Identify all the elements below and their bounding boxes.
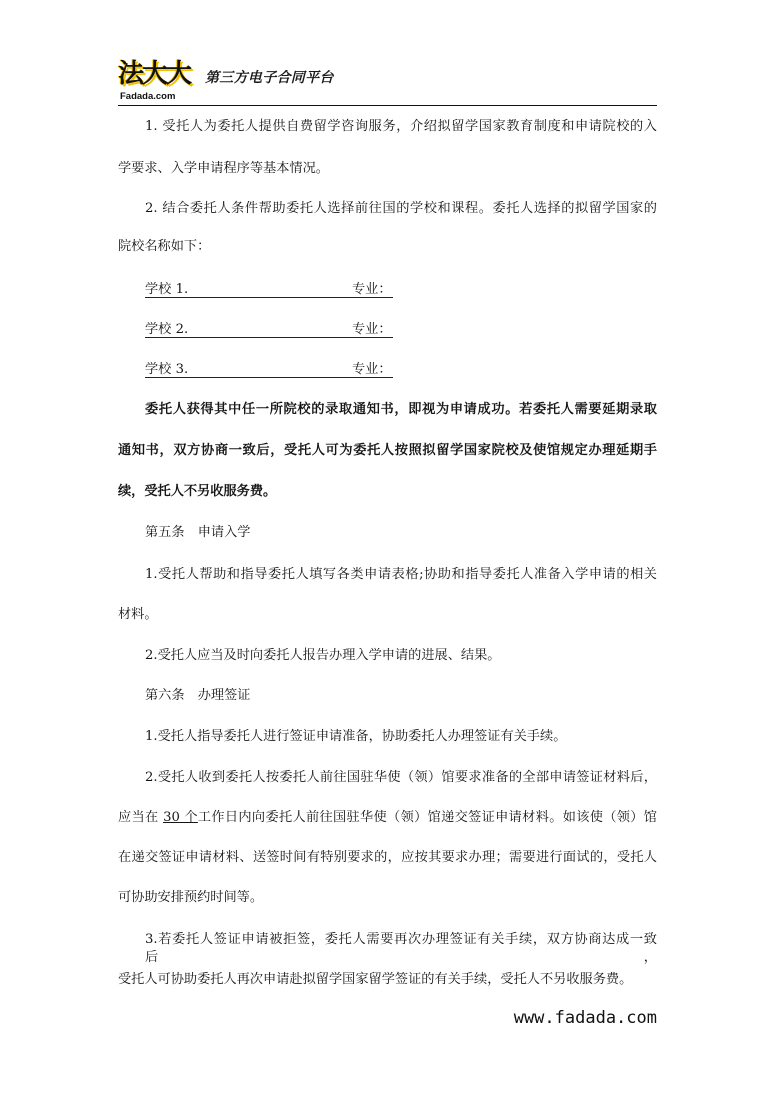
header-tagline: 第三方电子合同平台 (205, 70, 334, 86)
school-label: 学校 2. (145, 322, 189, 337)
paragraph-line: 受托人可协助委托人再次申请赴拟留学国家留学签证的有关手续，受托人不另收服务费。 (118, 972, 633, 987)
paragraph-line: 1. 受托人为委托人提供自费留学咨询服务，介绍拟留学国家教育制度和申请院校的入 (145, 119, 657, 134)
logo-subtext: Fadada.com (120, 91, 176, 102)
footer-website: www.fadada.com (513, 1008, 657, 1028)
article-heading: 第六条 办理签证 (145, 688, 251, 703)
major-label: 专业： (352, 282, 392, 297)
line-text: 工作日内向委托人前往国驻华使（领）馆递交签证申请材料。如该使（领）馆 (197, 810, 657, 825)
paragraph-line (118, 809, 657, 827)
paragraph-line: 可协助安排预约时间等。 (118, 890, 264, 905)
school-row-2 (145, 322, 393, 338)
paragraph-line: 材料。 (118, 607, 158, 622)
article-heading: 第五条 申请入学 (145, 525, 251, 540)
header-divider (118, 105, 657, 106)
paragraph-line: 2.受托人收到委托人按委托人前往国驻华使（领）馆要求准备的全部申请签证材料后， (145, 770, 657, 785)
paragraph-line: 1.受托人帮助和指导委托人填写各类申请表格;协助和指导委托人准备入学申请的相关 (145, 567, 657, 582)
school-row-3 (145, 362, 393, 378)
school-label: 学校 3. (145, 362, 189, 377)
logo-wordmark: 法大大 (118, 59, 191, 89)
fadada-logo (118, 58, 196, 104)
line-text: 应当在 (118, 810, 164, 825)
underlined-days: 30 个 (163, 810, 198, 825)
bold-paragraph-line: 委托人获得其中任一所院校的录取通知书，即视为申请成功。若委托人需要延期录取 (145, 402, 657, 417)
major-label: 专业： (352, 362, 392, 377)
paragraph-line: 2. 结合委托人条件帮助委托人选择前往国的学校和课程。委托人选择的拟留学国家的 (145, 201, 657, 216)
bold-paragraph-line: 通知书，双方协商一致后，受托人可为委托人按照拟留学国家院校及使馆规定办理延期手 (118, 443, 657, 458)
paragraph-line: 学要求、入学申请程序等基本情况。 (118, 161, 329, 176)
paragraph-line: 在递交签证申请材料、送签时间有特别要求的，应按其要求办理；需要进行面试的，受托人 (118, 850, 657, 865)
paragraph-line: 2.受托人应当及时向委托人报告办理入学申请的进展、结果。 (145, 648, 501, 663)
bold-paragraph-line: 续，受托人不另收服务费。 (118, 484, 277, 499)
paragraph-line: 3.若委托人签证申请被拒签，委托人需要再次办理签证有关手续，双方协商达成一致后， (145, 932, 657, 965)
school-label: 学校 1. (145, 282, 189, 297)
major-label: 专业： (352, 322, 392, 337)
paragraph-line: 1.受托人指导委托人进行签证申请准备，协助委托人办理签证有关手续。 (145, 729, 567, 744)
paragraph-line: 院校名称如下： (118, 239, 211, 254)
school-row-1 (145, 282, 393, 298)
